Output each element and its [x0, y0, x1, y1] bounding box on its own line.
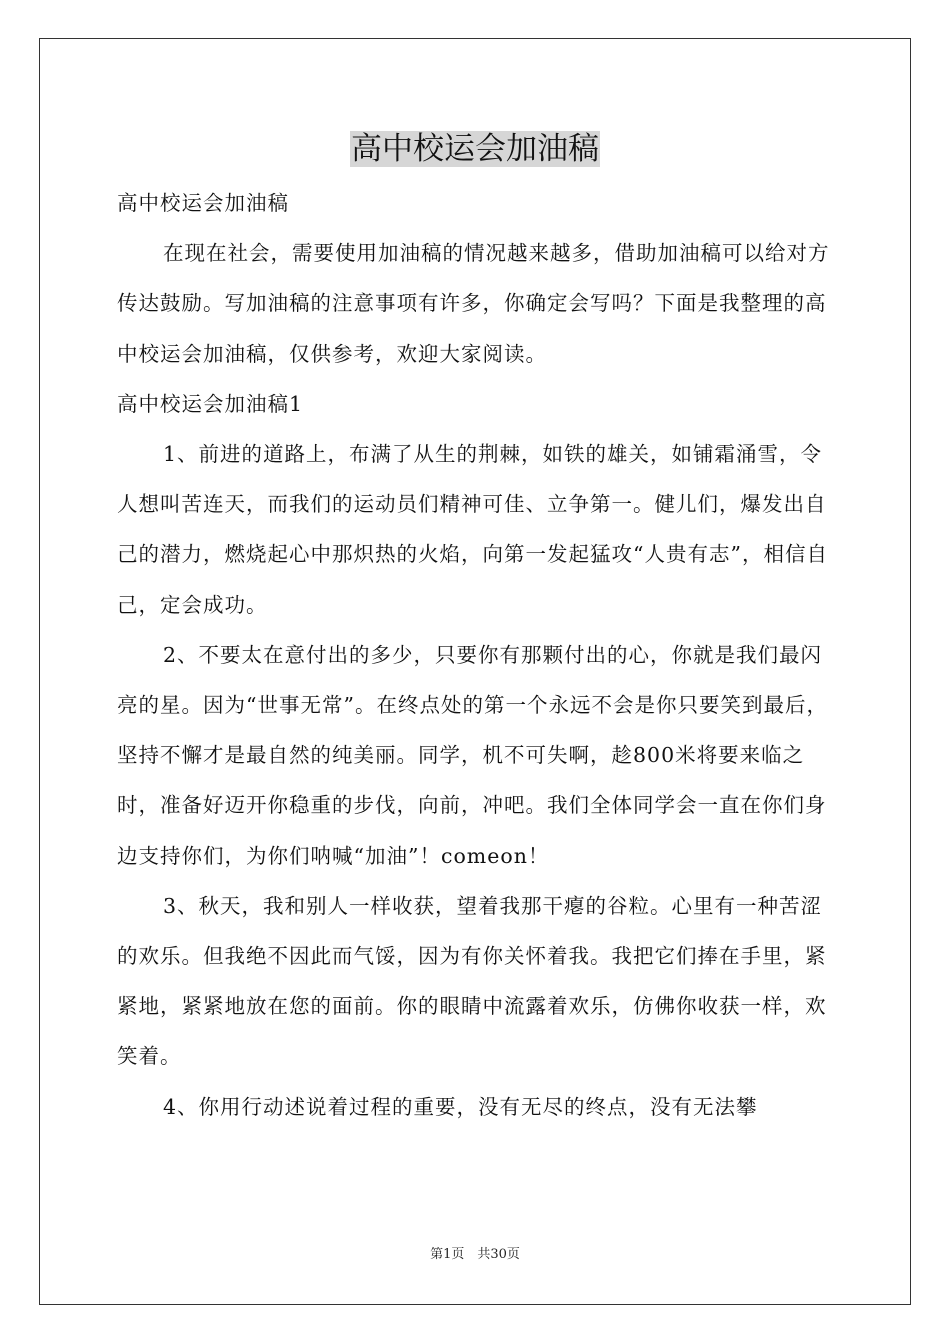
document-title-text: 高中校运会加油稿 [351, 131, 599, 167]
paragraph-1: 1、前进的道路上，布满了从生的荆棘，如铁的雄关，如铺霜涌雪，令人想叫苦连天，而我们的运动员们精神可佳、立争第一。健儿们，爆发出自己的潜力，燃烧起心中那炽热的火焰，向第一发起猛攻“人贵有志”，相信自己，定会成功。 [117, 442, 828, 617]
section-heading: 高中校运会加油稿1 [117, 391, 304, 416]
page-footer: 第1页 共30页 [430, 1247, 520, 1262]
paragraph-3: 3、秋天，我和别人一样收获，望着我那干瘪的谷粒。心里有一种苦涩的欢乐。但我绝不因此而气馁，因为有你关怀着我。我把它们捧在手里，紧紧地，紧紧地放在您的面前。你的眼睛中流露着欢乐，仿佛你收获一样，欢笑着。 [117, 893, 827, 1069]
document-body [117, 178, 833, 1132]
intro-paragraph: 在现在社会，需要使用加油稿的情况越来越多，借助加油稿可以给对方传达鼓励。写加油稿的注意事项有许多，你确定会写吗？下面是我整理的高中校运会加油稿，仅供参考，欢迎大家阅读。 [117, 241, 830, 366]
subtitle: 高中校运会加油稿 [117, 191, 289, 215]
paragraph-2: 2、不要太在意付出的多少，只要你有那颗付出的心，你就是我们最闪亮的星。因为“世事无常”。在终点处的第一个永远不会是你只要笑到最后，坚持不懈才是最自然的纯美丽。同学，机不可失啊，趁800米将要来临之时，准备好迈开你稳重的步伐，向前，冲吧。我们全体同学会一直在你们身边支持你们，为你们呐喊“加油”！comeon！ [117, 642, 828, 868]
document-title [0, 127, 950, 171]
paragraph-4: 4、你用行动述说着过程的重要，没有无尽的终点，没有无法攀 [163, 1094, 758, 1119]
